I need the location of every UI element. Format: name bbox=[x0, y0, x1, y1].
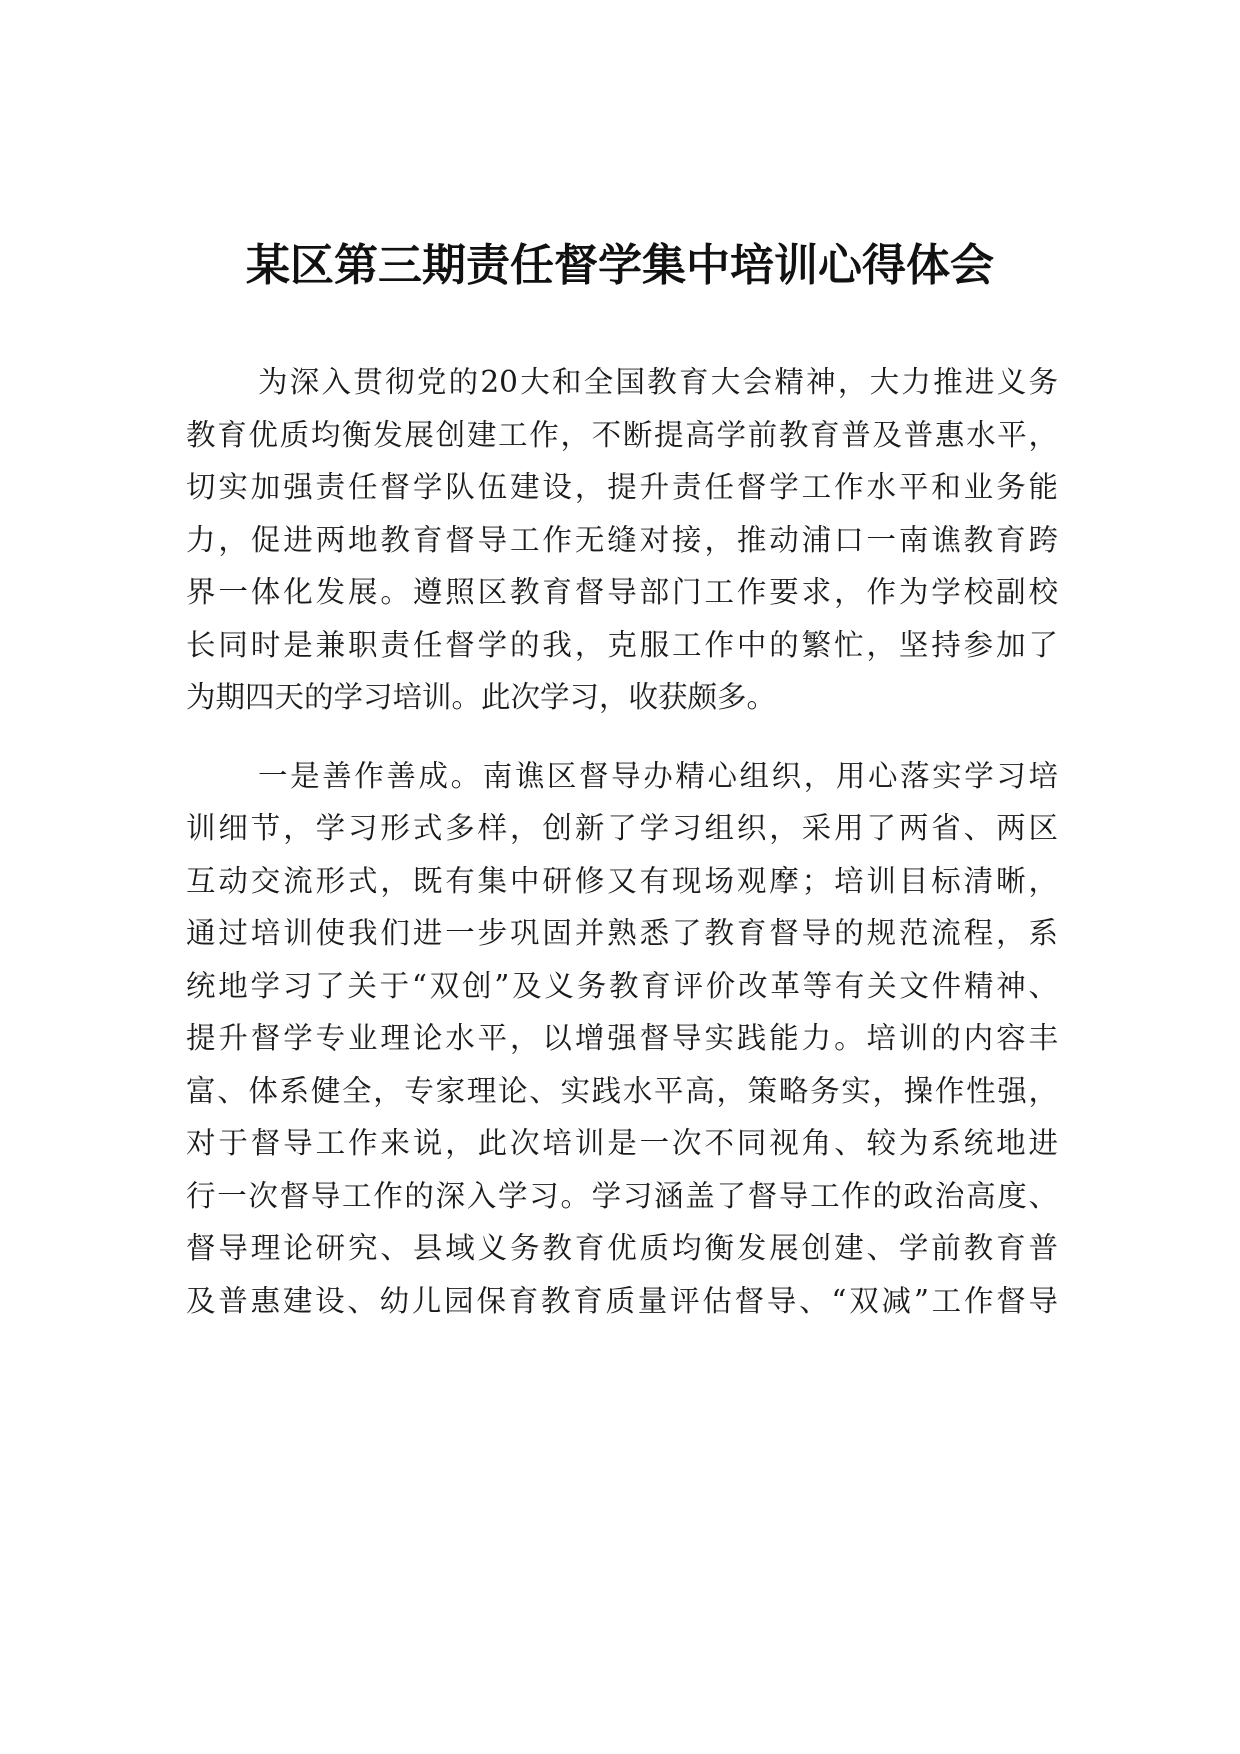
text-line: 督导理论研究、县域义务教育优质均衡发展创建、学前教育普 bbox=[186, 1231, 1058, 1265]
text-line: 对于督导工作来说，此次培训是一次不同视角、较为系统地进 bbox=[186, 1126, 1058, 1160]
text-line: 富、体系健全，专家理论、实践水平高，策略务实，操作性强， bbox=[186, 1073, 1058, 1108]
text-line: 力，促进两地教育督导工作无缝对接，推动浦口一南谯教育跨 bbox=[186, 522, 1058, 557]
text-line: 训细节，学习形式多样，创新了学习组织，采用了两省、两区 bbox=[186, 811, 1058, 845]
text-line: 互动交流形式，既有集中研修又有现场观摩；培训目标清晰， bbox=[186, 863, 1058, 898]
text-line: 提升督学专业理论水平，以增强督导实践能力。培训的内容丰 bbox=[186, 1021, 1058, 1055]
document-title: 某区第三期责任督学集中培训心得体会 bbox=[246, 240, 994, 291]
text-line: 教育优质均衡发展创建工作，不断提高学前教育普及普惠水平， bbox=[186, 417, 1058, 452]
text-line: 通过培训使我们进一步巩固并熟悉了教育督导的规范流程，系 bbox=[186, 916, 1058, 950]
text-line: 切实加强责任督学队伍建设，提升责任督学工作水平和业务能 bbox=[186, 470, 1058, 504]
paragraph-intro bbox=[186, 356, 1058, 724]
paragraph-point-one bbox=[186, 750, 1058, 1328]
text-line: 为深入贯彻党的20大和全国教育大会精神，大力推进义务 bbox=[258, 365, 1058, 399]
paragraph-spacer bbox=[186, 724, 1058, 750]
text-line: 行一次督导工作的深入学习。学习涵盖了督导工作的政治高度、 bbox=[186, 1178, 1058, 1213]
text-line: 长同时是兼职责任督学的我，克服工作中的繁忙，坚持参加了 bbox=[186, 627, 1058, 662]
text-line: 统地学习了关于“双创”及义务教育评价改革等有关文件精神、 bbox=[186, 968, 1058, 1003]
text-line: 界一体化发展。遵照区教育督导部门工作要求，作为学校副校 bbox=[186, 575, 1058, 609]
text-line: 一是善作善成。南谯区督导办精心组织，用心落实学习培 bbox=[258, 758, 1058, 793]
text-line: 为期四天的学习培训。此次学习，收获颇多。 bbox=[186, 680, 777, 714]
document-body bbox=[186, 356, 1058, 1327]
text-line: 及普惠建设、幼儿园保育教育质量评估督导、“双减”工作督导 bbox=[186, 1283, 1058, 1318]
